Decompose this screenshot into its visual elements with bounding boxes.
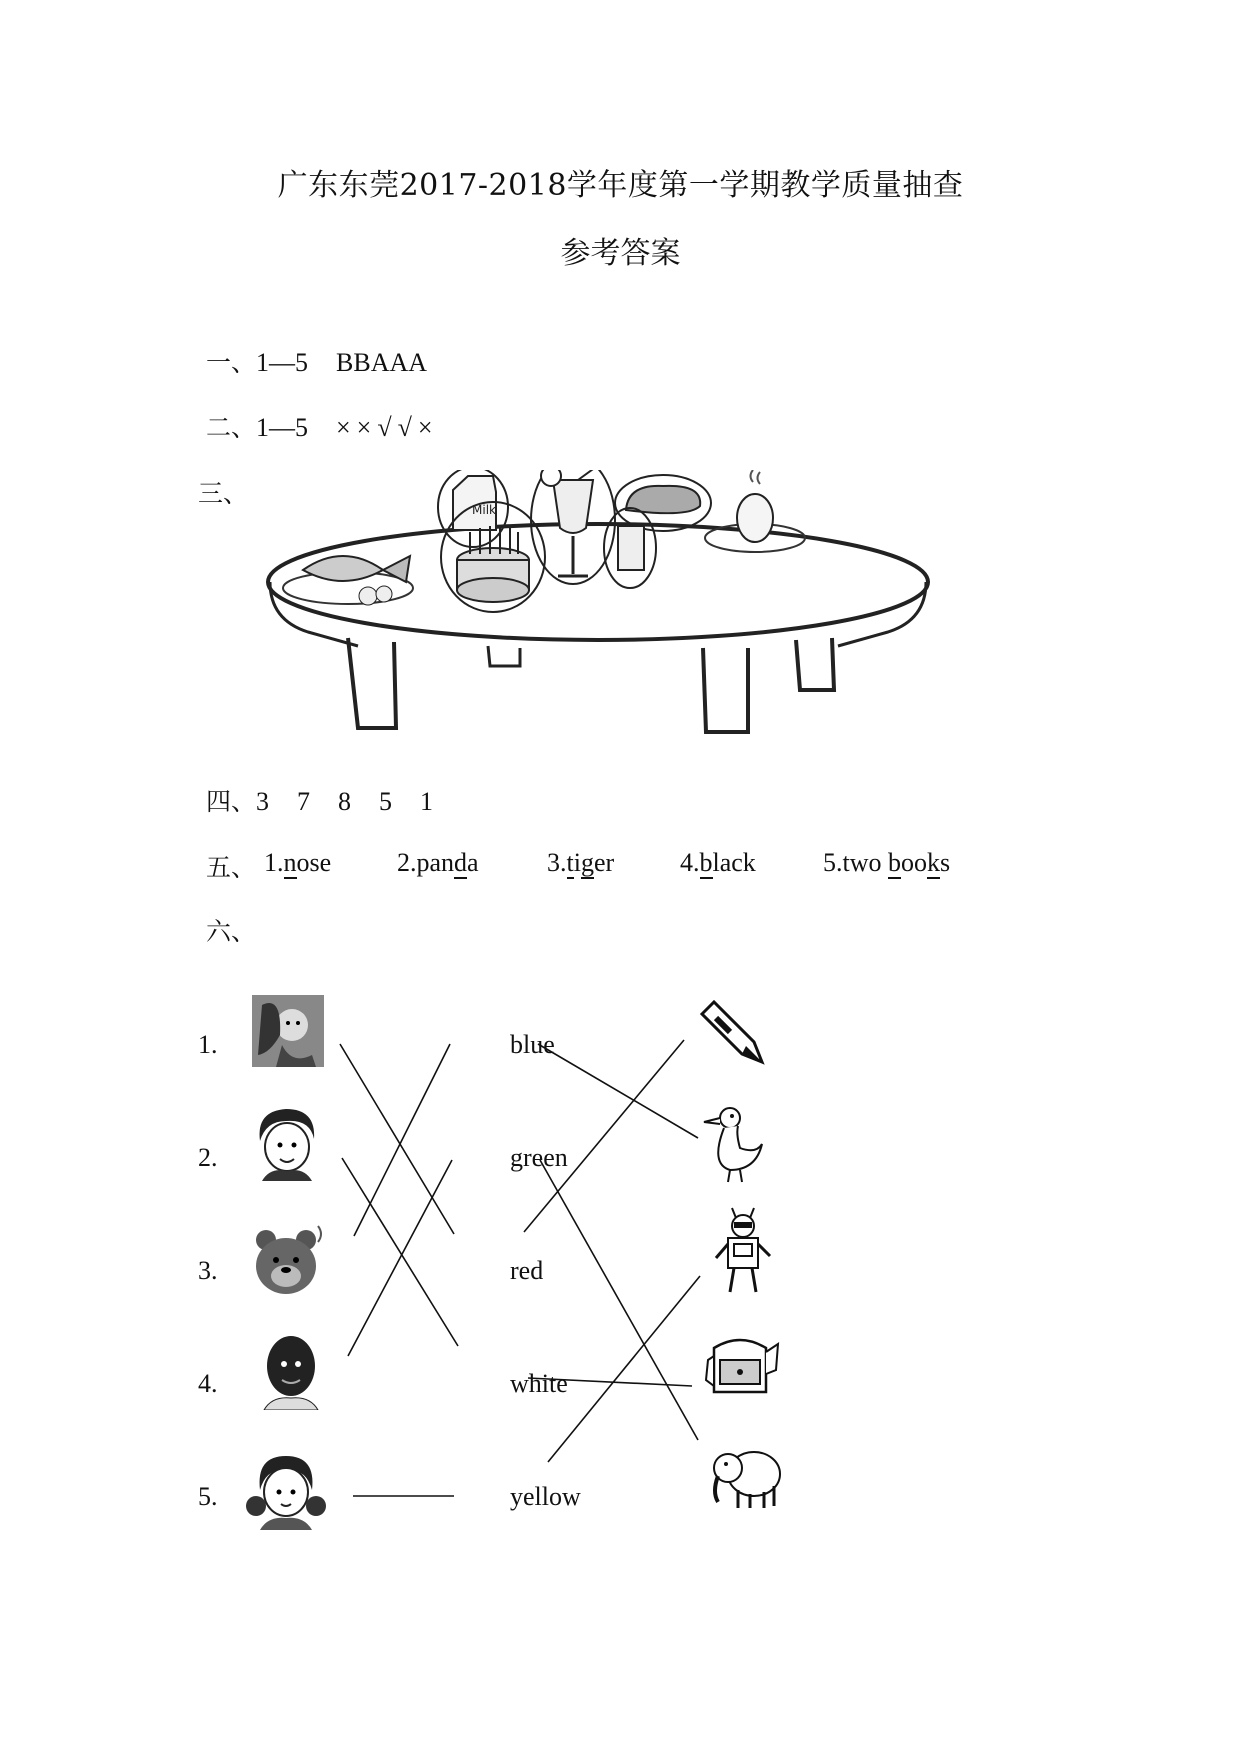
match-line-blue <box>538 1044 698 1138</box>
q5-item-5: 5.two books <box>823 848 951 877</box>
q6-label: 六、 <box>206 917 257 946</box>
color-word-yellow: yellow <box>510 1482 581 1511</box>
match-line-yellow <box>548 1276 700 1462</box>
q5-item-2: 2.panda <box>397 848 479 877</box>
q4-answer-5: 1 <box>420 787 434 816</box>
match-line-3 <box>354 1044 450 1236</box>
q4-answer-3: 8 <box>338 787 352 816</box>
q6-number-4: 4. <box>198 1369 218 1398</box>
page-title: 广东东莞2017-2018学年度第一学期教学质量抽查 <box>277 168 964 203</box>
q5-label: 五、 <box>206 853 257 882</box>
match-line-1 <box>340 1044 454 1234</box>
color-word-blue: blue <box>510 1030 555 1059</box>
q2-answer: ××√√× <box>336 413 439 442</box>
q2-label: 二、 <box>206 413 257 442</box>
q5-item-4: 4.black <box>680 848 756 877</box>
match-line-white <box>528 1378 692 1386</box>
match-line-green-crayon <box>524 1040 684 1232</box>
q5-item-3: 3.tiger <box>547 848 615 877</box>
q4-answer-4: 5 <box>379 787 393 816</box>
color-word-white: white <box>510 1369 568 1398</box>
q4-answer-2: 7 <box>297 787 311 816</box>
svg-text:Milk: Milk <box>472 503 496 517</box>
match-line-4 <box>348 1160 452 1356</box>
q1-answer: BBAAA <box>336 348 428 377</box>
q6-number-1: 1. <box>198 1030 218 1059</box>
match-line-green-elephant <box>540 1160 698 1440</box>
q5-item-1: 1.nose <box>264 848 332 877</box>
match-line-2 <box>342 1158 458 1346</box>
q4-label: 四、 <box>206 787 257 816</box>
q1-label: 一、 <box>206 348 257 377</box>
q1-range: 1—5 <box>256 348 309 377</box>
color-word-red: red <box>510 1256 544 1285</box>
q2-range: 1—5 <box>256 413 309 442</box>
q6-number-2: 2. <box>198 1143 218 1172</box>
q3-label: 三、 <box>198 479 249 508</box>
color-word-green: green <box>510 1143 568 1172</box>
q6-number-5: 5. <box>198 1482 218 1511</box>
page-subtitle: 参考答案 <box>560 236 681 271</box>
q4-answer-1: 3 <box>256 787 270 816</box>
q6-number-3: 3. <box>198 1256 218 1285</box>
